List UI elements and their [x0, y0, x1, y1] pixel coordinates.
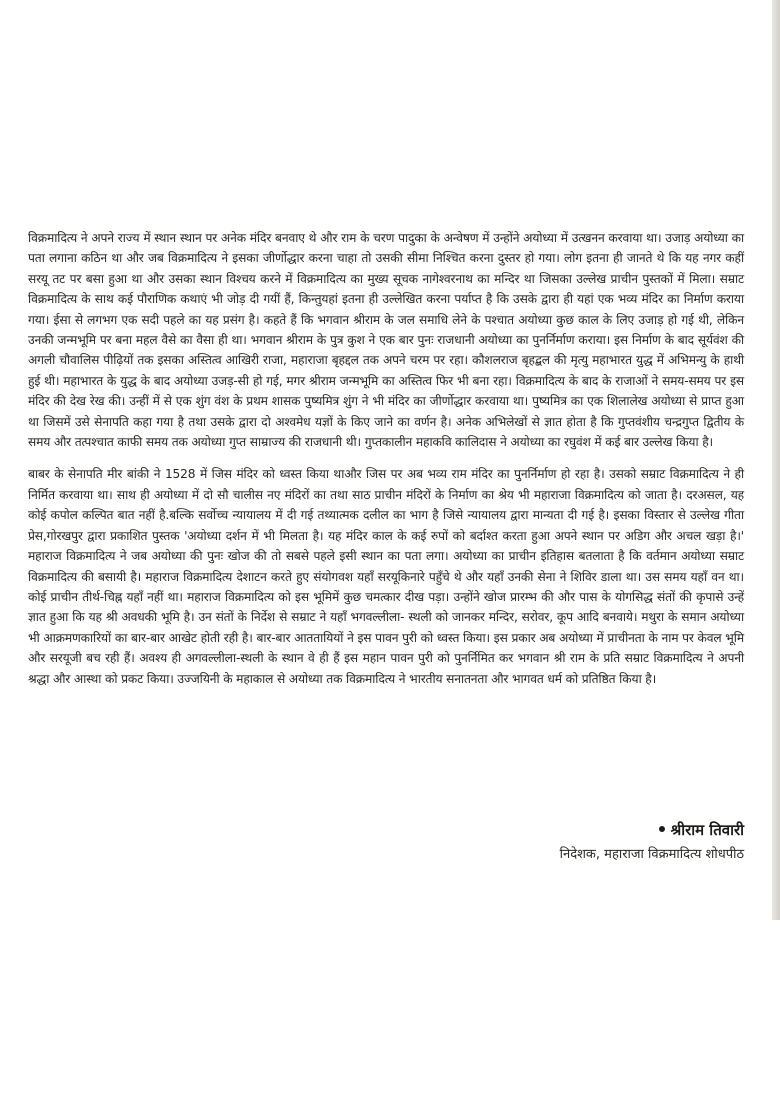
author-designation: निदेशक, महाराजा विक्रमादित्य शोधपीठ [559, 847, 744, 862]
bullet-icon [659, 826, 665, 832]
author-line [560, 818, 744, 842]
article-body [28, 228, 744, 689]
author-name: श्रीराम तिवारी [670, 821, 744, 839]
paragraph-1: विक्रमादित्य ने अपने राज्य में स्थान स्थान पर अनेक मंदिर बनवाए थे और राम के चरण पादुका के अन्वेषण में उन्होंने अयोध्या में उत्खनन करवाया था। उजाड़ अयोध्या का पता लगाना कठिन था और जब विक्रमादित्य ने इसका जीर्णोद्धार करना चाहा तो उसकी सीमा निश्चित करना दुस्तर हो गया। लोग इतना ही जानते थे कि यह नगर कहीं सरयू तट पर बसा हुआ था और उसका स्थान विश्चय करने में विक्रमादित्य का मुख्य सूचक नागेश्वरनाथ का मन्दिर था जिसका उल्लेख प्राचीन पुस्तकों में मिला। सम्राट विक्रमादित्य के साथ कई पौराणिक कथाएं भी जोड़ दी गयीं हैं, किन्तुयहां इतना ही उल्लेखित करना पर्याप्त है कि उसके द्वारा ही यहां एक भव्य मंदिर का निर्माण कराया गया। ईसा से लगभग एक सदी पहले का यह प्रसंग है। कहते हैं कि भगवान श्रीराम के जल समाधि लेने के पश्चात अयोध्या कुछ काल के लिए उजाड़ हो गई थी, लेकिन उनकी जन्मभूमि पर बना महल वैसे का वैसा ही था। भगवान श्रीराम के पुत्र कुश ने एक बार पुनः राजधानी अयोध्या का पुनर्निर्माण कराया। इस निर्माण के बाद सूर्यवंश की अगली चौवालिस पीढ़ियों तक इसका अस्तित्व आखिरी राजा, महाराजा बृहद्दल तक अपने चरम पर रहा। कौशलराज बृहद्बल की मृत्यु महाभारत युद्ध में अभिमन्यु के हाथी हुई थी। महाभारत के युद्ध के बाद अयोध्या उजड़-सी हो गई, मगर श्रीराम जन्मभूमि का अस्तित्व फिर भी बना रहा। विक्रमादित्य के बाद के राजाओं ने समय-समय पर इस मंदिर की देख रेख की। उन्हीं में से एक शुंग वंश के प्रथम शासक पुष्यमित्र शुंग ने भी मंदिर का जीर्णोद्धार करवाया था। पुष्यमित्र का एक शिलालेख अयोध्या से प्राप्त हुआ था जिसमें उसे सेनापति कहा गया है तथा उसके द्वारा दो अश्वमेध यज्ञों के किए जाने का वर्णन है। अनेक अभिलेखों से ज्ञात होता है कि गुप्तवंशीय चन्द्रगुप्त द्वितीय के समय और तत्पश्चात काफी समय तक अयोध्या गुप्त साम्राज्य की राजधानी थी। गुप्तकालीन महाकवि कालिदास ने अयोध्या का रघुवंश में कई बार उल्लेख किया है। [28, 231, 744, 450]
signature-block [560, 818, 744, 868]
page-edge [772, 0, 780, 920]
paragraph-2: बाबर के सेनापति मीर बांकी ने 1528 में जिस मंदिर को ध्वस्त किया थाऔर जिस पर अब भव्य राम मंदिर का पुनर्निर्माण हो रहा है। उसको सम्राट विक्रमादित्य ने ही निर्मित करवाया था। साथ ही अयोध्या में दो सौ चालीस नए मंदिरों का तथा साठ प्राचीन मंदिरों के निर्माण का श्रेय भी महाराजा विक्रमादित्य को जाता है। दरअसल, यह कोई कपोल कल्पित बात नहीं है.बल्कि सर्वोच्च न्यायालय में दी गई तथ्यात्मक दलील का भाग है जिसे न्यायालय द्वारा मान्यता दी गई है। इसका विस्तार से उल्लेख गीता प्रेस,गोरखपुर द्वारा प्रकाशित पुस्तक 'अयोध्या दर्शन में भी मिलता है। यह मंदिर काल के कई रुपों को बर्दाश्त करता हुआ अपने स्थान पर अडिग और अचल खड़ा है।' महाराज विक्रमादित्य ने जब अयोध्या की पुनः खोज की तो सबसे पहले इसी स्थान का पता लगा। अयोध्या का प्राचीन इतिहास बतलाता है कि वर्तमान अयोध्या सम्राट विक्रमादित्य की बसायी है। महाराज विक्रमादित्य देशाटन करते हुए संयोगवश यहाँ सरयूकिनारे पहुँचे थे और यहाँ उनकी सेना ने शिविर डाला था। उस समय यहाँ वन था। कोई प्राचीन तीर्थ-चिह्न यहाँ नहीं था। महाराज विक्रमादित्य को इस भूमिमें कुछ चमत्कार दीख पड़ा। उन्होंने खोज प्रारम्भ की और पास के योगसिद्ध संतों की कृपासे उन्हें ज्ञात हुआ कि यह श्री अवधकी भूमि है। उन संतों के निर्देश से सम्राट ने यहाँ भगवल्लीला- स्थली को जानकर मन्दिर, सरोवर, कूप आदि बनवाये। मथुरा के समान अयोध्या भी आक्रमणकारियों का बार-बार आखेट होती रही है। बार-बार आततायियों ने इस पावन पुरी को ध्वस्त किया। इस प्रकार अब अयोध्या में प्राचीनता के नाम पर केवल भूमि और सरयूजी बच रही हैं। अवश्य ही अगवल्लीला-स्थली के स्थान वे ही हैं इस महान पावन पुरी को पुनर्निमित कर भगवान श्री राम के प्रति सम्राट विक्रमादित्य ने अपनी श्रद्धा और आस्था को प्रकट किया। उज्जयिनी के महाकाल से अयोध्या तक विक्रमादित्य ने भारतीय सनातनता और भागवत धर्म को प्रतिष्ठित किया है। [28, 467, 745, 686]
